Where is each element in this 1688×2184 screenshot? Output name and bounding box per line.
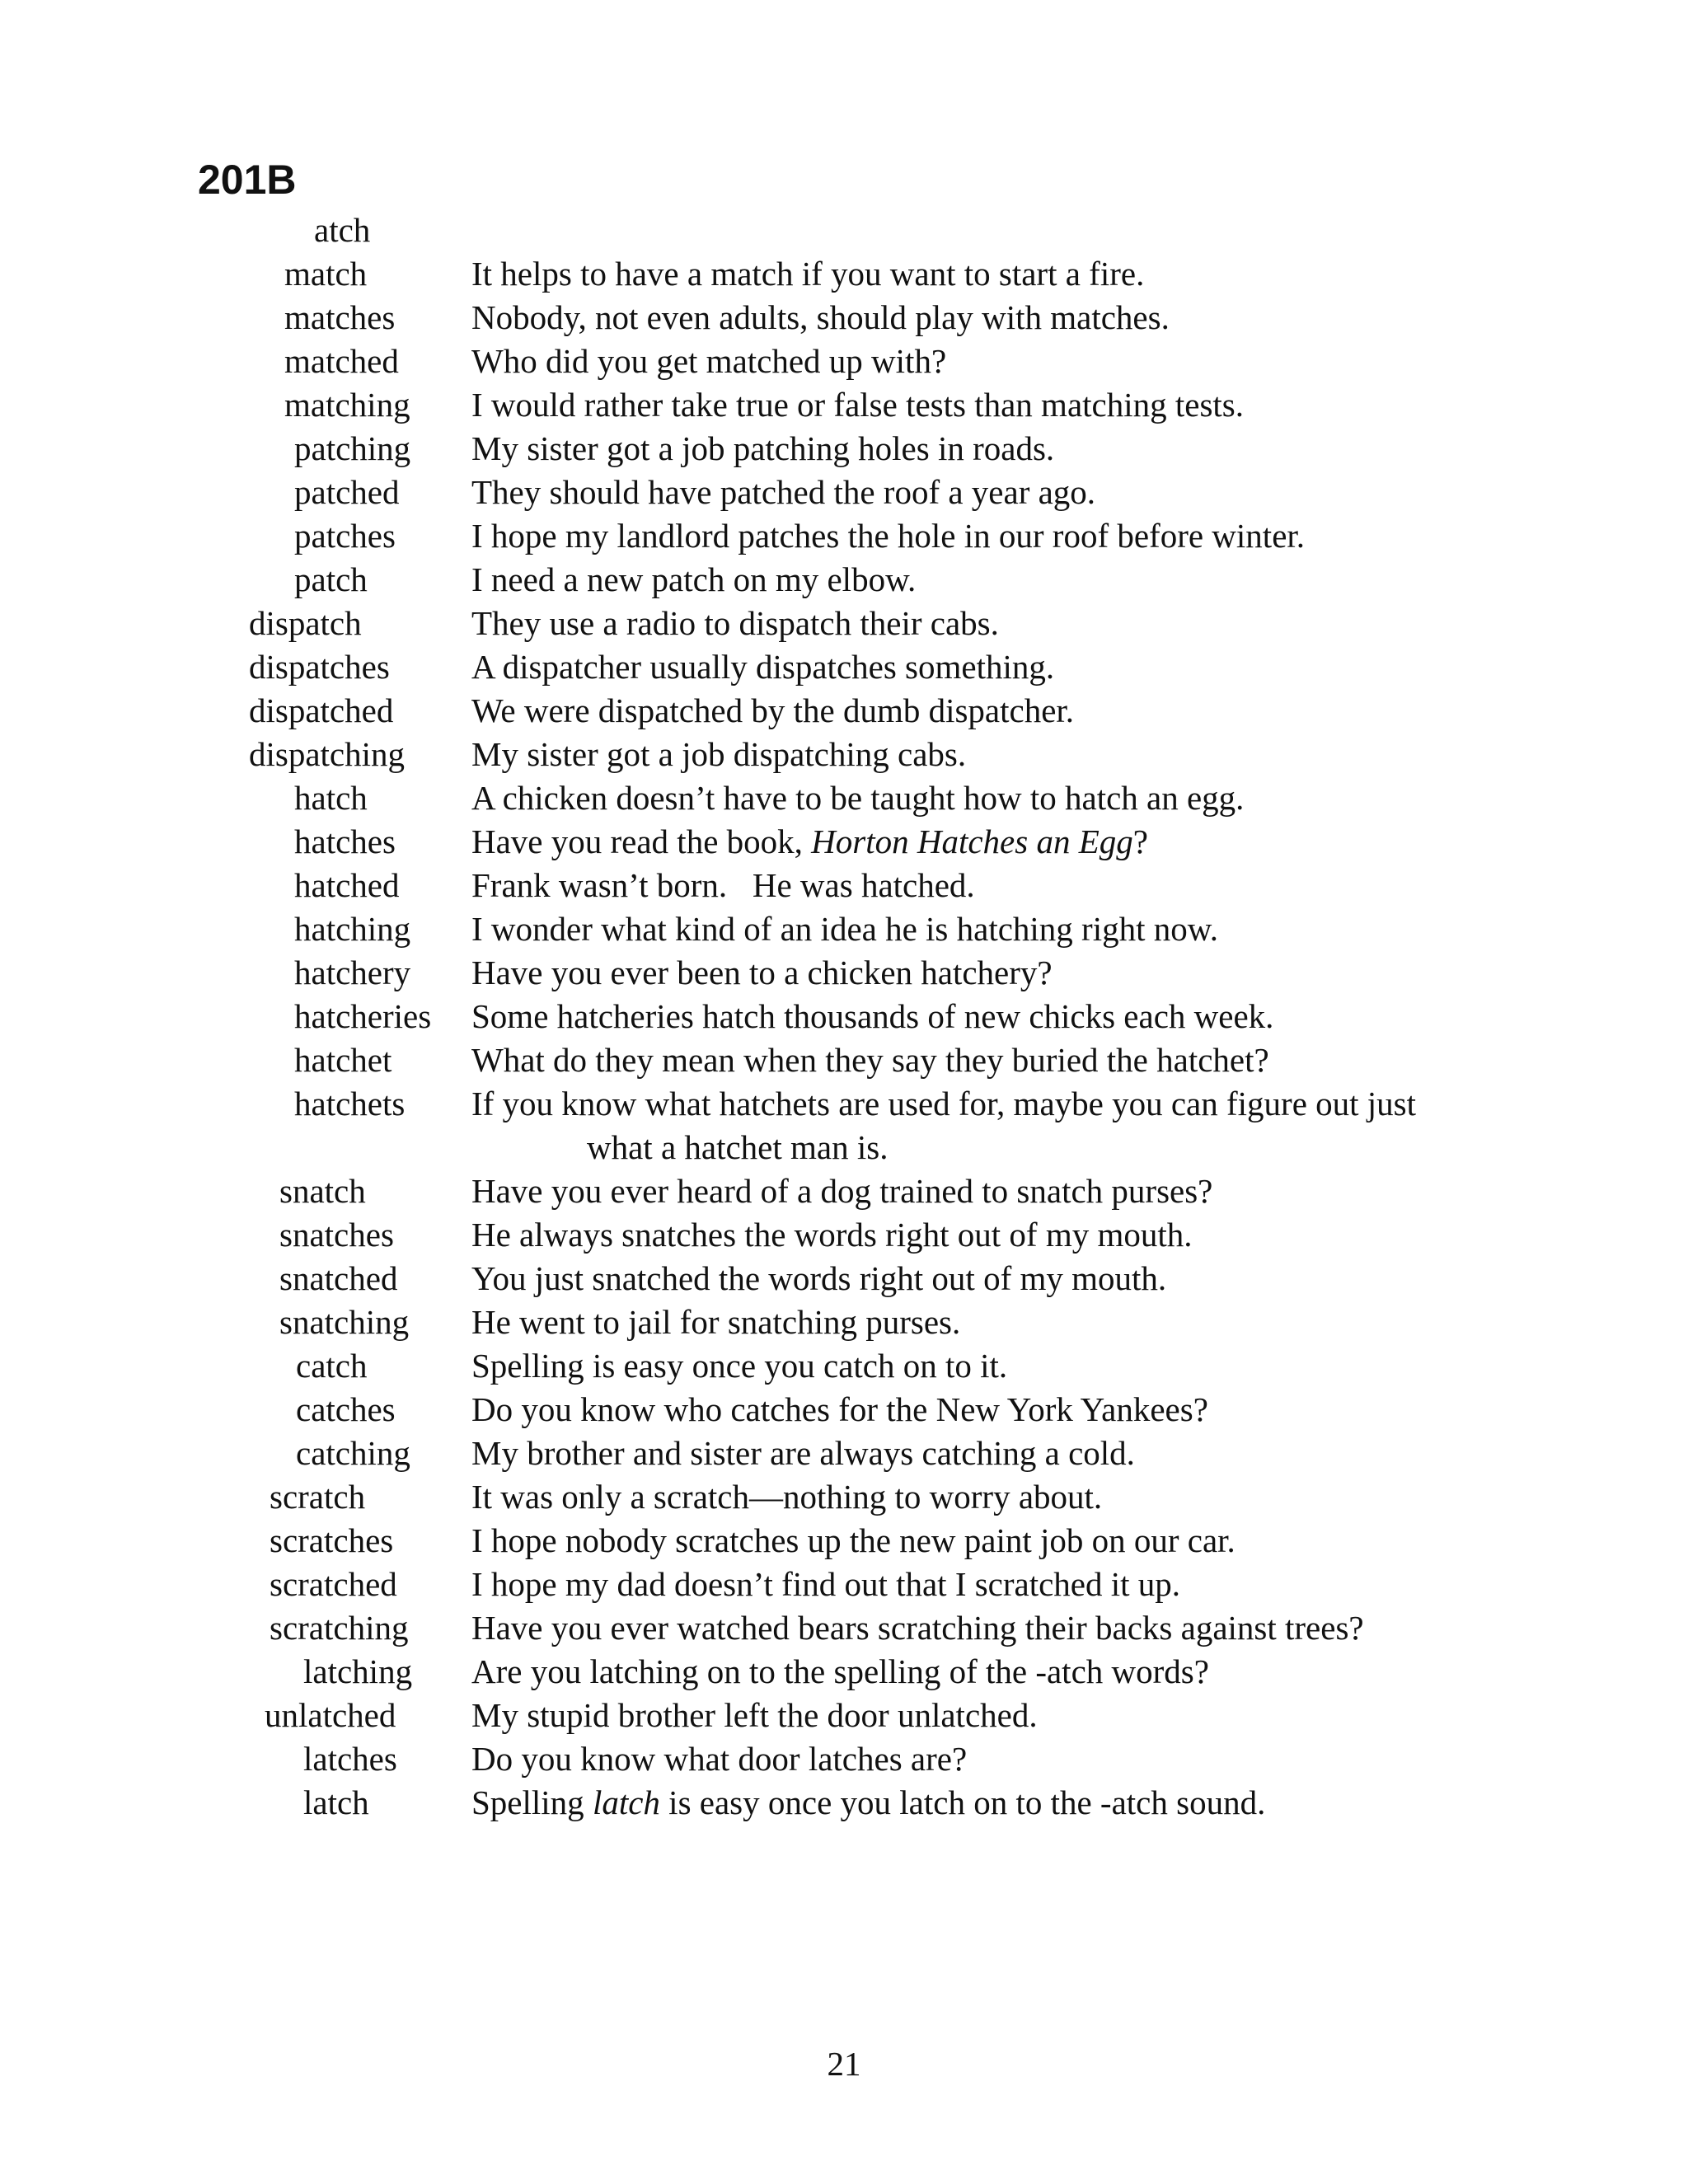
list-item: [0, 1737, 1688, 1781]
example-sentence: I hope my landlord patches the hole in our roof before winter.: [471, 517, 1306, 555]
list-item: [0, 1257, 1688, 1301]
sentence-text: Have you read the book,: [471, 823, 812, 860]
list-item: [0, 296, 1688, 340]
list-item: [0, 864, 1688, 907]
list-item: [0, 471, 1688, 514]
word: dispatches: [249, 648, 390, 686]
word: dispatched: [249, 691, 394, 729]
word: hatchet: [294, 1041, 392, 1079]
example-sentence: Nobody, not even adults, should play with matches.: [471, 298, 1170, 336]
word: patched: [294, 473, 400, 511]
list-item: [0, 1606, 1688, 1650]
example-sentence: My stupid brother left the door unlatched.: [471, 1696, 1038, 1734]
list-item: [0, 1432, 1688, 1475]
word: snatching: [279, 1303, 410, 1341]
list-item: [0, 1650, 1688, 1694]
list-item: [0, 951, 1688, 995]
list-item: [0, 1388, 1688, 1432]
list-item: [0, 1301, 1688, 1344]
example-sentence: Have you ever watched bears scratching their backs against trees?: [471, 1609, 1364, 1647]
word: hatchets: [294, 1085, 406, 1122]
word: matched: [284, 342, 399, 380]
example-sentence: What do they mean when they say they buried the hatchet?: [471, 1041, 1269, 1079]
word: scratched: [270, 1565, 397, 1603]
list-item: [0, 1169, 1688, 1213]
sentence-text: Spelling: [471, 1783, 593, 1821]
example-sentence: Frank wasn’t born. He was hatched.: [471, 866, 975, 904]
list-item: [0, 1475, 1688, 1519]
example-sentence: They should have patched the roof a year ago.: [471, 473, 1096, 511]
word: hatcheries: [294, 997, 432, 1035]
list-item: [0, 427, 1688, 471]
example-sentence: If you know what hatchets are used for, maybe you can figure out just: [471, 1085, 1417, 1122]
list-item: [0, 602, 1688, 645]
emphasized-word: latch: [592, 1783, 660, 1821]
example-sentence: Have you ever been to a chicken hatchery?: [471, 954, 1053, 991]
example-sentence: I hope my dad doesn’t find out that I scratched it up.: [471, 1565, 1181, 1603]
section-heading: 201B: [198, 157, 297, 203]
list-item: [0, 907, 1688, 951]
word: matches: [284, 298, 396, 336]
word: latching: [303, 1652, 413, 1690]
example-sentence: My sister got a job dispatching cabs.: [471, 735, 967, 773]
list-item: [0, 1781, 1688, 1825]
example-sentence: I need a new patch on my elbow.: [471, 560, 917, 598]
example-sentence: He went to jail for snatching purses.: [471, 1303, 961, 1341]
list-item: [0, 1519, 1688, 1563]
list-item: [0, 776, 1688, 820]
sentence-text: ?: [1132, 823, 1148, 860]
sentence-text: is easy once you latch on to the -atch sound.: [659, 1783, 1266, 1821]
example-sentence: It helps to have a match if you want to start a fire.: [471, 255, 1145, 293]
list-item: [0, 1038, 1688, 1082]
example-sentence: Do you know what door latches are?: [471, 1740, 968, 1778]
list-item: [0, 1694, 1688, 1737]
list-item: [0, 689, 1688, 733]
word: latches: [303, 1740, 397, 1778]
word: hatching: [294, 910, 411, 948]
word: hatched: [294, 866, 400, 904]
book-title: Horton Hatches an Egg: [811, 823, 1133, 860]
list-item: [0, 820, 1688, 864]
word: snatched: [279, 1259, 398, 1297]
word: matching: [284, 386, 410, 424]
word: patch: [294, 560, 368, 598]
list-item: [0, 383, 1688, 427]
example-sentence: A chicken doesn’t have to be taught how to hatch an egg.: [471, 779, 1245, 817]
example-sentence: He always snatches the words right out of my mouth.: [471, 1216, 1193, 1254]
word: hatchery: [294, 954, 411, 991]
list-item: [0, 733, 1688, 776]
example-sentence-continuation: what a hatchet man is.: [587, 1128, 889, 1166]
list-item: [0, 340, 1688, 383]
example-sentence: They use a radio to dispatch their cabs.: [471, 604, 999, 642]
example-sentence: Some hatcheries hatch thousands of new chicks each week.: [471, 997, 1274, 1035]
example-sentence: [471, 820, 1543, 864]
list-item: [0, 1344, 1688, 1388]
word: hatch: [294, 779, 368, 817]
example-sentence: You just snatched the words right out of my mouth.: [471, 1259, 1167, 1297]
example-sentence: Who did you get matched up with?: [471, 342, 947, 380]
example-sentence: Spelling is easy once you catch on to it.: [471, 1347, 1008, 1385]
example-sentence: Do you know who catches for the New York Yankees?: [471, 1390, 1208, 1428]
page-number: 21: [827, 2045, 861, 2083]
list-item: [0, 645, 1688, 689]
word: latch: [303, 1783, 369, 1821]
word: snatch: [279, 1172, 366, 1210]
example-sentence: Have you ever heard of a dog trained to snatch purses?: [471, 1172, 1213, 1210]
example-sentence: [471, 1781, 1543, 1825]
example-sentence: My sister got a job patching holes in roads.: [471, 429, 1055, 467]
example-sentence: Are you latching on to the spelling of the -atch words?: [471, 1652, 1209, 1690]
word: snatches: [279, 1216, 394, 1254]
word: scratch: [270, 1478, 366, 1516]
example-sentence: I wonder what kind of an idea he is hatching right now.: [471, 910, 1218, 948]
list-item: [0, 995, 1688, 1038]
example-sentence: I hope nobody scratches up the new paint job on our car.: [471, 1521, 1236, 1559]
word: dispatching: [249, 735, 406, 773]
list-item: [0, 514, 1688, 558]
word: atch: [314, 211, 371, 249]
word: scratching: [270, 1609, 409, 1647]
list-item: [0, 1213, 1688, 1257]
word: patches: [294, 517, 396, 555]
list-item: [0, 209, 1688, 252]
example-sentence: My brother and sister are always catching a cold.: [471, 1434, 1135, 1472]
example-sentence: I would rather take true or false tests than matching tests.: [471, 386, 1245, 424]
list-item: [0, 558, 1688, 602]
word: catch: [296, 1347, 368, 1385]
example-sentence: It was only a scratch—nothing to worry about.: [471, 1478, 1103, 1516]
word: scratches: [270, 1521, 394, 1559]
word: catching: [296, 1434, 410, 1472]
word: dispatch: [249, 604, 362, 642]
word: catches: [296, 1390, 396, 1428]
word: unlatched: [265, 1696, 396, 1734]
word: hatches: [294, 823, 396, 860]
list-item: [0, 252, 1688, 296]
example-sentence: We were dispatched by the dumb dispatcher.: [471, 691, 1075, 729]
example-sentence: A dispatcher usually dispatches something.: [471, 648, 1055, 686]
list-item: [0, 1563, 1688, 1606]
word-list: [0, 209, 1688, 1825]
word: match: [284, 255, 368, 293]
list-item: [0, 1082, 1688, 1169]
word: patching: [294, 429, 411, 467]
